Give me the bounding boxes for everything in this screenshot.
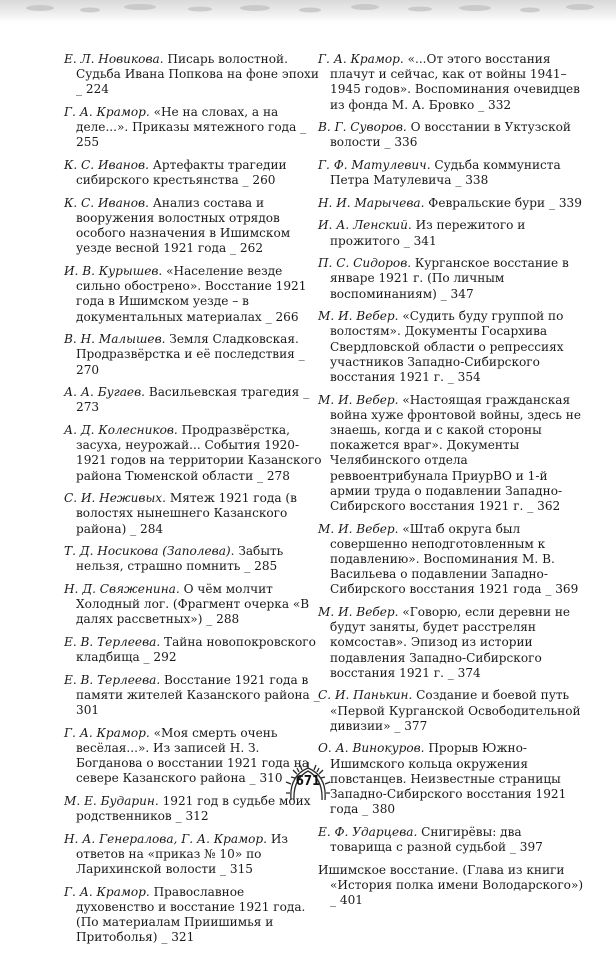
toc-entry-title: Из ответов на «приказ № 10» по Ларихинской волости _ 315 bbox=[76, 831, 288, 877]
toc-entry-title: Мятеж 1921 года (в волостях нынешнего Казанского района) _ 284 bbox=[76, 491, 297, 536]
toc-entry bbox=[64, 52, 326, 98]
toc-entry bbox=[318, 605, 584, 681]
toc-entry-author: М. И. Вебер. bbox=[318, 392, 399, 407]
toc-entry bbox=[318, 120, 584, 150]
toc-entry-title: Ишимское восстание. (Глава из книги «История полка имени Володарского») _ 401 bbox=[318, 862, 584, 908]
toc-entry-author: М. И. Вебер. bbox=[318, 521, 399, 536]
toc-entry-author: Г. А. Крамор. bbox=[318, 52, 404, 66]
toc-entry-author: Н. И. Марычева. bbox=[318, 195, 425, 210]
toc-entry bbox=[64, 491, 326, 537]
toc-entry-author: Е. Л. Новикова. bbox=[64, 52, 164, 66]
toc-entry bbox=[64, 582, 326, 628]
toc-entry-title: Тайна новопокровского кладбища _ 292 bbox=[76, 635, 316, 665]
toc-entry-author: Г. А. Крамор. bbox=[64, 725, 150, 740]
toc-entry bbox=[64, 385, 326, 415]
toc-entry bbox=[318, 863, 584, 909]
toc-entry bbox=[318, 825, 584, 855]
toc-entry-title: О восстании в Уктузской волости _ 336 bbox=[330, 120, 571, 150]
toc-entry-author: А. Д. Колесников. bbox=[64, 423, 178, 437]
toc-entry-author: Е. Ф. Ударцева. bbox=[318, 824, 418, 839]
toc-entry-author: К. С. Иванов. bbox=[64, 195, 149, 210]
page-number: 671 bbox=[295, 774, 321, 789]
toc-entry-author: М. И. Вебер. bbox=[318, 309, 399, 324]
ornament-icon bbox=[0, 0, 616, 22]
toc-entry bbox=[64, 544, 326, 574]
toc-entry bbox=[64, 673, 326, 719]
toc-entry bbox=[64, 105, 326, 151]
toc-entry-title: Февральские бури _ 339 bbox=[424, 195, 582, 210]
toc-entry bbox=[318, 741, 584, 817]
toc-entry bbox=[318, 309, 584, 385]
toc-entry-title: Судьба коммуниста Петра Матулевича _ 338 bbox=[330, 158, 561, 188]
toc-entry bbox=[64, 332, 326, 378]
toc-entry-author: А. А. Бугаев. bbox=[64, 385, 145, 400]
toc-entry-title: «Штаб округа был совершенно неподготовленным к подавлению». Воспоминания М. В. Васильева о подавлении Западно-Сибирского восстания 1921 года _ 369 bbox=[330, 521, 579, 597]
toc-entry-title: «Настоящая гражданская война хуже фронтовой войны, здесь не знаешь, когда и с какой стороны покажется враг». Документы Челябинского отдела реввоентрибунала ПриурВО и 1-й армии труда о подавлении Западно-Сибирского восстания 1921 г. _ 362 bbox=[330, 392, 581, 514]
toc-entry-title: «Говорю, если деревни не будут заняты, будет расстрелян комсостав». Эпизод из истории подавления Западно-Сибирского восстания 1921 г. _ 374 bbox=[330, 605, 571, 680]
toc-entry-author: Е. В. Терлеева. bbox=[64, 635, 161, 649]
toc-entry bbox=[64, 885, 326, 946]
toc-entry-author: П. С. Сидоров. bbox=[318, 256, 412, 271]
toc-entry-author: М. Е. Бударин. bbox=[64, 794, 159, 808]
toc-entry bbox=[318, 52, 584, 113]
toc-entry bbox=[64, 832, 326, 878]
toc-entry-title: Писарь волостной. Судьба Ивана Попкова на фоне эпохи _ 224 bbox=[76, 52, 319, 97]
toc-entry bbox=[318, 218, 584, 248]
toc-entry-author: В. Н. Малышев. bbox=[64, 332, 166, 347]
toc-entry-title: Земля Сладковская. Продразвёрстка и её последствия _ 270 bbox=[76, 332, 305, 377]
toc-entry bbox=[318, 256, 584, 302]
toc-entry-title: Курганское восстание в январе 1921 г. (По личным воспоминаниям) _ 347 bbox=[330, 256, 569, 301]
toc-entry bbox=[318, 522, 584, 598]
toc-entry-title: 1921 год в судьбе моих родственников _ 312 bbox=[76, 794, 311, 824]
toc-entry-title: «Население везде сильно обострено». Восстание 1921 года в Ишимском уезде – в документальных материалах _ 266 bbox=[76, 264, 307, 324]
toc-entry-title: Анализ состава и вооружения волостных отрядов особого назначения в Ишимском уезде весной 1921 года _ 262 bbox=[76, 195, 291, 256]
toc-entry-title: «Судить буду группой по волостям». Документы Госархива Свердловской области о репрессиях участников Западно-Сибирского восстания 1921 г. _ 354 bbox=[330, 309, 564, 384]
toc-entry-title: Продразвёрстка, засуха, неурожай... События 1920-1921 годов на территории Казанского района Тюменской области _ 278 bbox=[76, 423, 322, 483]
toc-entry-author: В. Г. Суворов. bbox=[318, 120, 407, 135]
toc-entry-title: Забыть нельзя, страшно помнить _ 285 bbox=[76, 544, 284, 574]
toc-entry-author: О. А. Винокуров. bbox=[318, 741, 425, 756]
toc-entry bbox=[318, 688, 584, 734]
toc-entry-title: Прорыв Южно-Ишимского кольца окружения повстанцев. Неизвестные страницы Западно-Сибирского восстания 1921 года _ 380 bbox=[330, 741, 567, 817]
toc-entry-title: Васильевская трагедия _ 273 bbox=[76, 385, 310, 415]
toc-entry bbox=[318, 393, 584, 515]
toc-entry-author: С. И. Неживых. bbox=[64, 491, 166, 506]
toc-entry-title: Артефакты трагедии сибирского крестьянства _ 260 bbox=[76, 158, 287, 188]
toc-entry-title: Снигирёвы: два товарища с разной судьбой _ 397 bbox=[330, 824, 543, 855]
toc-entry bbox=[318, 196, 584, 211]
toc-entry-author: Е. В. Терлеева. bbox=[64, 672, 161, 687]
toc-entry-author: С. И. Панькин. bbox=[318, 688, 413, 703]
toc-entry-author: Н. Д. Свяженина. bbox=[64, 582, 180, 596]
page-number-badge bbox=[285, 760, 331, 800]
toc-entry-author: Г. А. Крамор. bbox=[64, 884, 150, 899]
toc-entry-title: Создание и боевой путь «Первой Курганской Освободительной дивизии» _ 377 bbox=[330, 688, 581, 733]
toc-entry-title: «Не на словах, а на деле...». Приказы мятежного года _ 255 bbox=[76, 105, 307, 150]
toc-entry-author: Т. Д. Носикова (Заполева). bbox=[64, 544, 235, 559]
toc-entry-author: Г. Ф. Матулевич. bbox=[318, 158, 431, 172]
toc-entry bbox=[64, 264, 326, 325]
toc-entry-title: Из пережитого и прожитого _ 341 bbox=[330, 218, 526, 248]
toc-left-column bbox=[64, 52, 326, 953]
toc-entry-author: Н. А. Генералова, Г. А. Крамор. bbox=[64, 831, 267, 846]
toc-entry-author: Г. А. Крамор. bbox=[64, 105, 150, 119]
toc-entry-author: К. С. Иванов. bbox=[64, 158, 149, 172]
toc-entry-title: Православное духовенство и восстание 1921 года. (По материалам Приишимья и Притоболья) _ 321 bbox=[76, 884, 306, 945]
toc-entry bbox=[64, 196, 326, 257]
toc-entry-title: О чём молчит Холодный лог. (Фрагмент очерка «В далях рассветных») _ 288 bbox=[76, 582, 310, 627]
toc-entry bbox=[64, 635, 326, 665]
toc-entry-title: Восстание 1921 года в памяти жителей Казанского района _ 301 bbox=[76, 672, 320, 718]
toc-entry-title: «Моя смерть очень весёлая...». Из записей Н. З. Богданова о восстании 1921 года на севере Казанского района _ 310 bbox=[76, 725, 310, 786]
toc-right-column bbox=[318, 52, 584, 916]
toc-entry-author: И. В. Курышев. bbox=[64, 264, 163, 278]
toc-entry-title: «...От этого восстания плачут и сейчас, как от войны 1941–1945 годов». Воспоминания очевидцев из фонда М. А. Бровко _ 332 bbox=[330, 52, 580, 112]
toc-entry bbox=[64, 158, 326, 188]
toc-entry bbox=[64, 423, 326, 484]
toc-entry-author: И. А. Ленский. bbox=[318, 218, 412, 233]
toc-entry-author: М. И. Вебер. bbox=[318, 605, 399, 620]
toc-entry bbox=[318, 158, 584, 188]
top-decorative-border bbox=[0, 0, 616, 22]
